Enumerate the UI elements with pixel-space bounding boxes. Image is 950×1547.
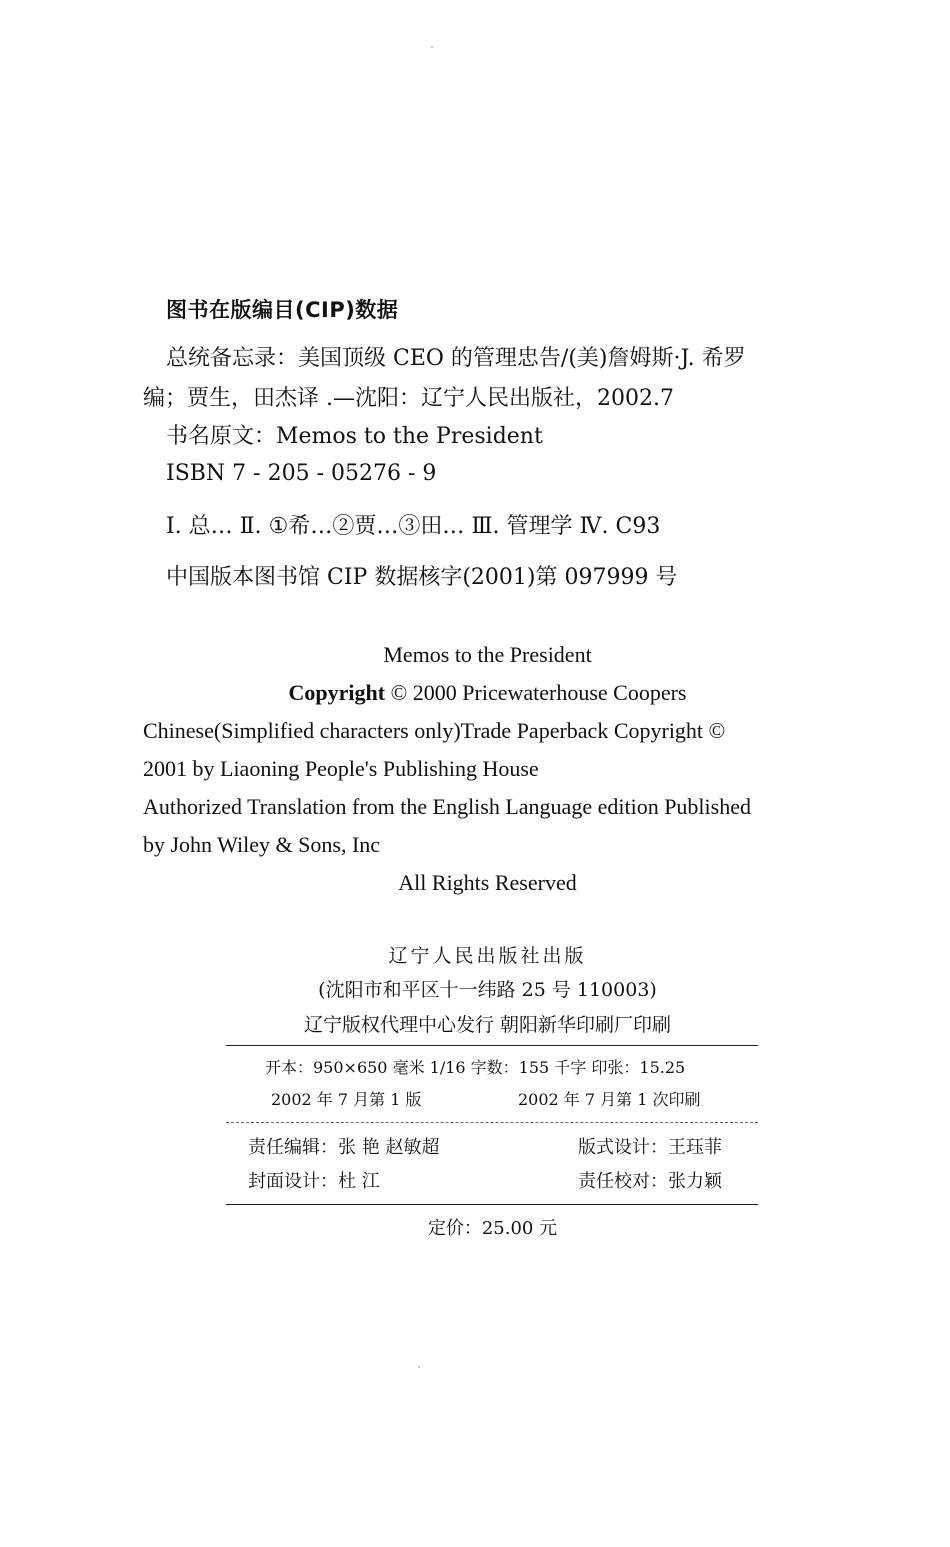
cip-title-line: 总统备忘录：美国顶级 CEO 的管理忠告/(美)詹姆斯·J. 希罗 bbox=[166, 346, 746, 371]
layout-designer: 版式设计：王珏菲 bbox=[578, 1137, 722, 1158]
copyright-holder: © 2000 Pricewaterhouse Coopers bbox=[385, 680, 687, 705]
cover-designer: 封面设计：杜 江 bbox=[248, 1171, 380, 1192]
divider-middle bbox=[226, 1122, 758, 1123]
scan-speck bbox=[418, 1366, 420, 1368]
original-publisher: by John Wiley & Sons, Inc bbox=[143, 832, 381, 857]
publisher-name: 辽宁人民出版社出版 bbox=[388, 945, 587, 967]
chinese-edition-copyright: Chinese(Simplified characters only)Trade Paperback Copyright © bbox=[143, 718, 726, 743]
cip-subject-index: Ⅰ. 总… Ⅱ. ①希…②贾…③田… Ⅲ. 管理学 Ⅳ. C93 bbox=[166, 514, 661, 539]
edition-date: 2002 年 7 月第 1 版 bbox=[271, 1090, 422, 1109]
copyright-word: Copyright bbox=[288, 680, 386, 705]
scan-speck bbox=[431, 46, 433, 48]
cip-original-title: 书名原文：Memos to the President bbox=[166, 424, 543, 449]
authorized-translation: Authorized Translation from the English Language edition Published bbox=[143, 794, 751, 819]
divider-top bbox=[226, 1045, 758, 1046]
rights-reserved: All Rights Reserved bbox=[398, 870, 577, 895]
copyright-line bbox=[0, 680, 950, 706]
format-specs: 开本：950×650 毫米 1/16 字数：155 千字 印张：15.25 bbox=[265, 1058, 686, 1077]
distributor-printer: 辽宁版权代理中心发行 朝阳新华印刷厂印刷 bbox=[303, 1014, 672, 1036]
printing-date: 2002 年 7 月第 1 次印刷 bbox=[518, 1090, 701, 1109]
cip-isbn: ISBN 7 - 205 - 05276 - 9 bbox=[166, 461, 437, 486]
cip-record-number: 中国版本图书馆 CIP 数据核字(2001)第 097999 号 bbox=[166, 565, 678, 590]
cip-publication-line: 编；贾生，田杰译 .—沈阳：辽宁人民出版社，2002.7 bbox=[143, 386, 674, 411]
responsible-editor: 责任编辑：张 艳 赵敏超 bbox=[248, 1137, 440, 1158]
price: 定价：25.00 元 bbox=[427, 1218, 558, 1239]
divider-bottom bbox=[226, 1204, 758, 1205]
chinese-edition-holder: 2001 by Liaoning People's Publishing House bbox=[143, 756, 539, 781]
english-title: Memos to the President bbox=[383, 642, 592, 667]
publisher-address: (沈阳市和平区十一纬路 25 号 110003) bbox=[318, 979, 657, 1001]
cip-heading: 图书在版编目(CIP)数据 bbox=[166, 298, 399, 322]
proofreader: 责任校对：张力颖 bbox=[578, 1171, 722, 1192]
